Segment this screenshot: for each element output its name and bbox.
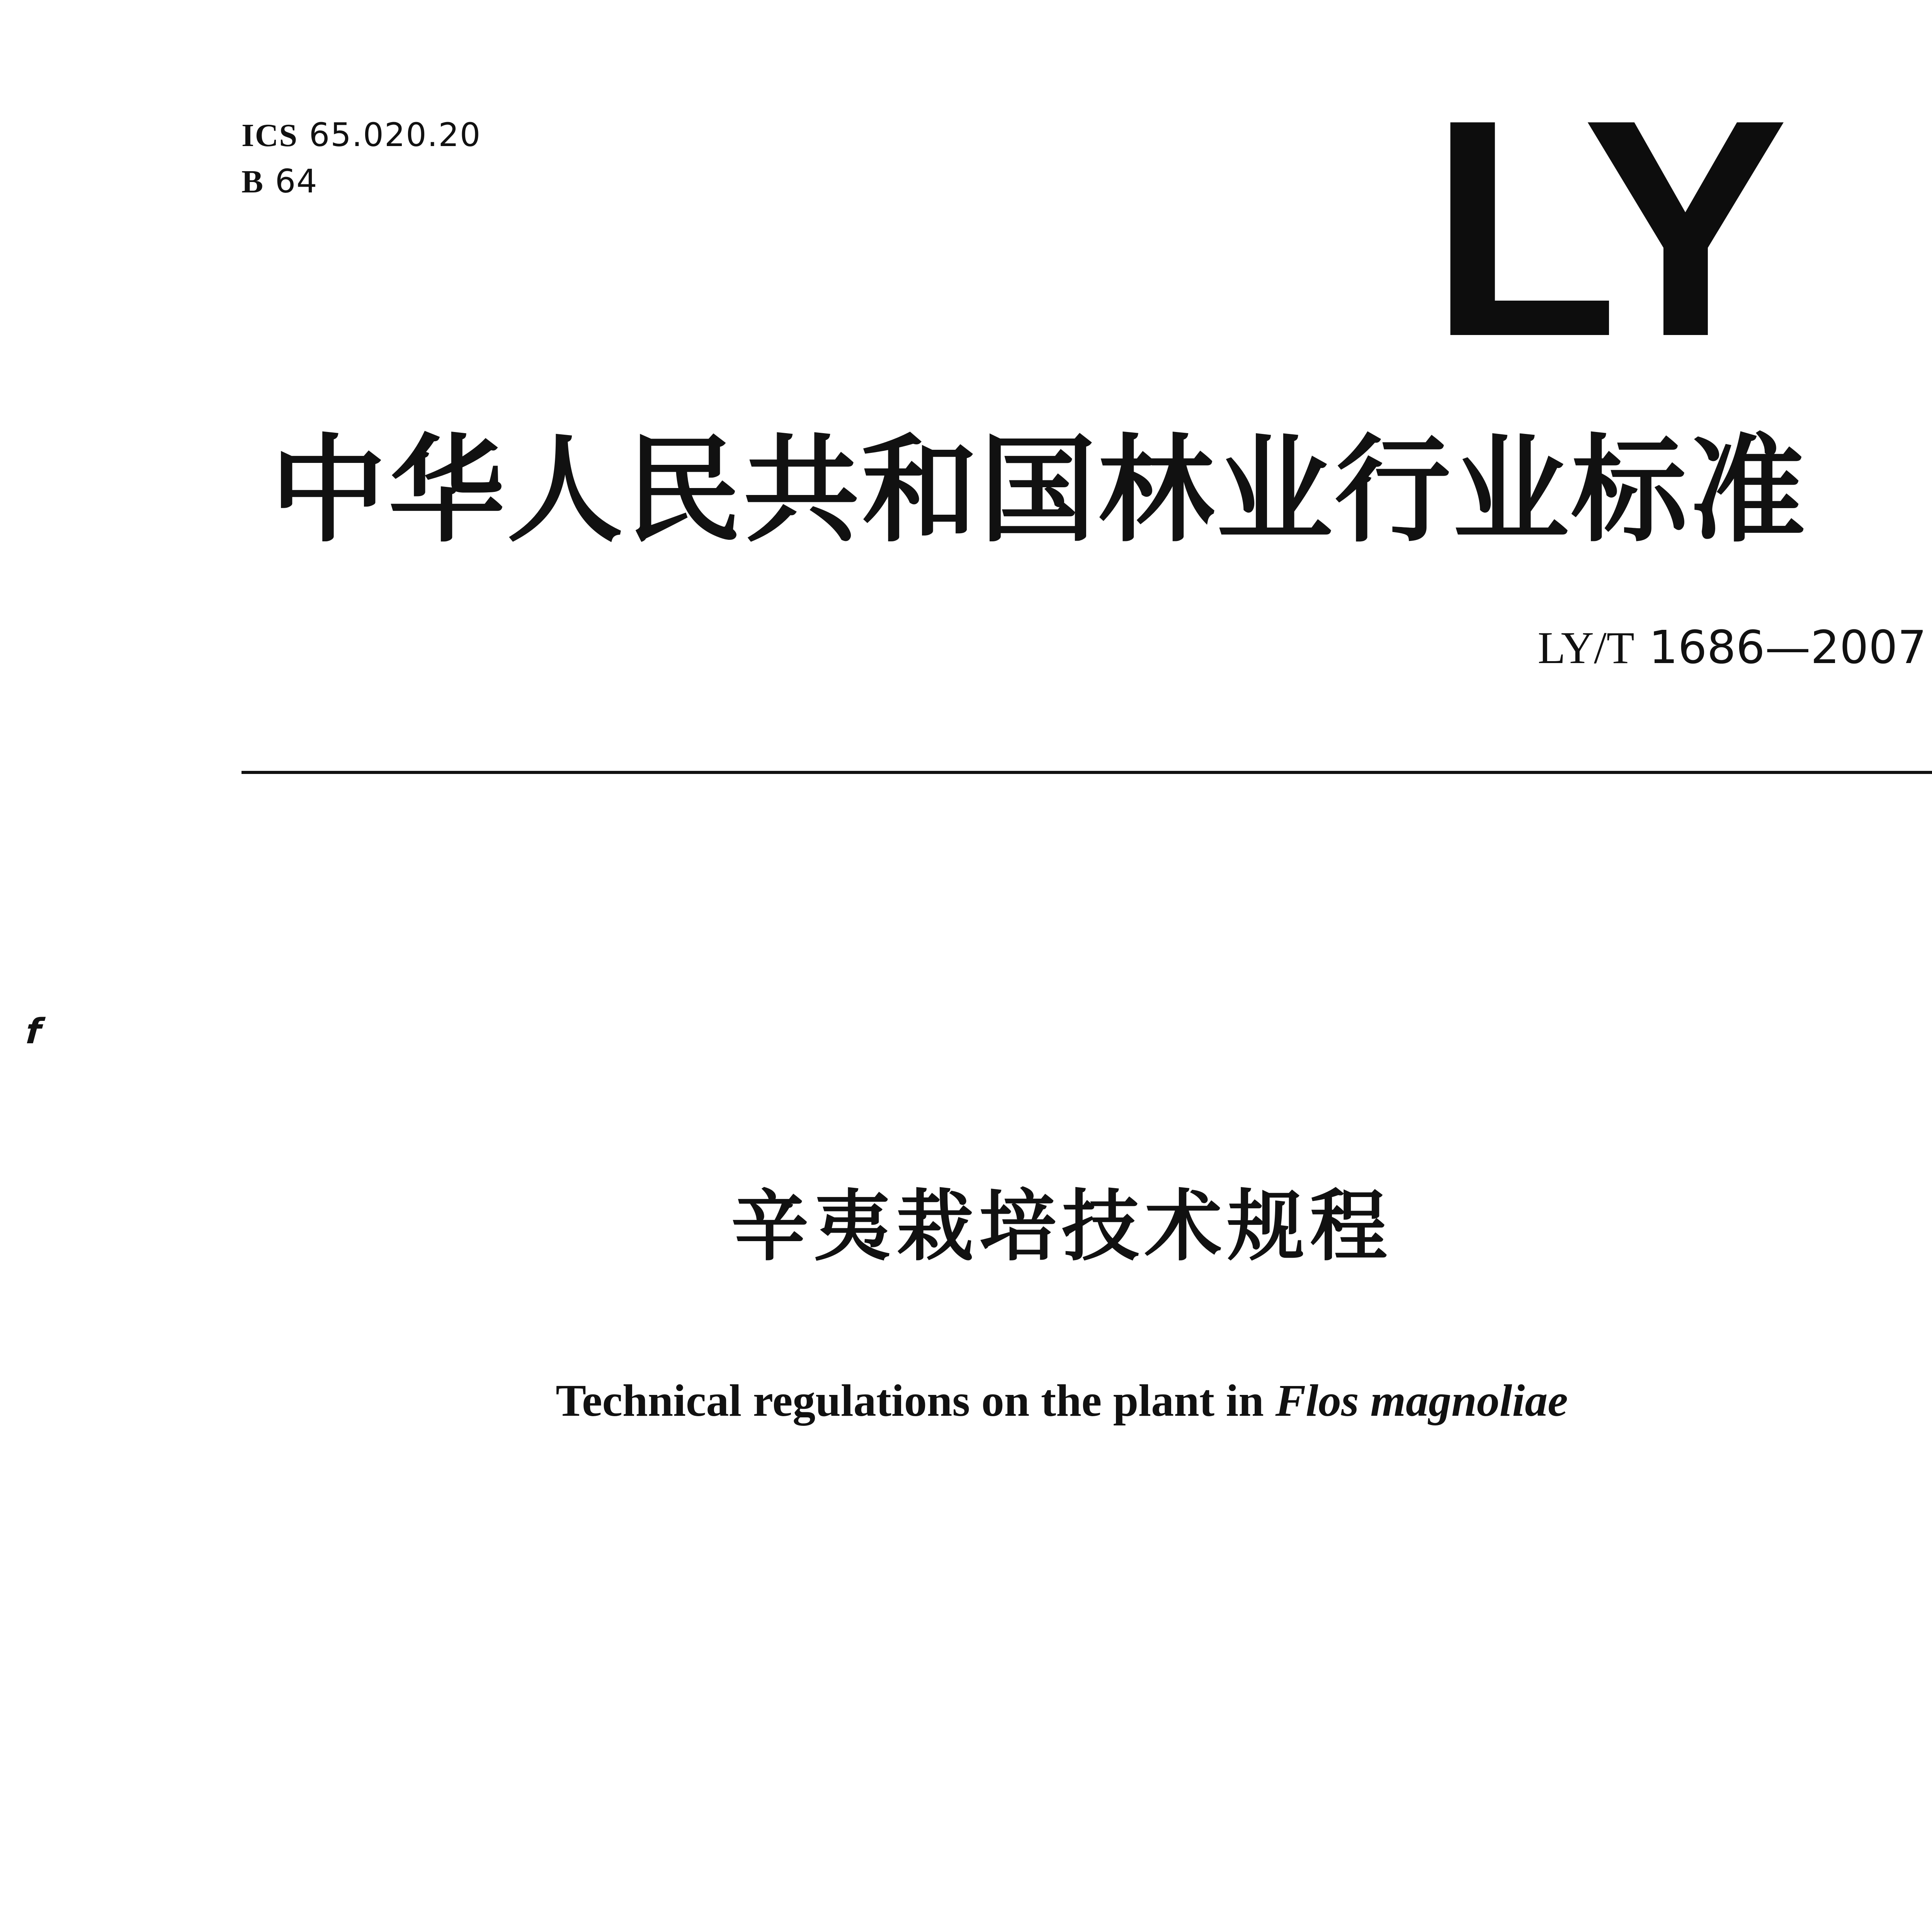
title-english xyxy=(0,1372,1932,1430)
org-title: 中华人民共和国林业行业标准 xyxy=(270,423,1808,558)
ics-prefix: ICS xyxy=(242,117,298,153)
ly-logo: LY xyxy=(1430,55,1781,401)
title-english-italic: Flos magnoliae xyxy=(1275,1375,1568,1426)
ics-code: 65.020.20 xyxy=(309,116,481,154)
standard-number xyxy=(1538,618,1927,677)
standard-num: 1686—2007 xyxy=(1649,621,1927,674)
ccs-code: 64 xyxy=(275,162,318,200)
classification-codes xyxy=(242,112,481,205)
side-mark: f xyxy=(21,1011,47,1052)
title-english-prefix: Technical regulations on the plant in xyxy=(556,1375,1264,1426)
ics-code-line xyxy=(242,112,481,158)
standard-code: LY/T xyxy=(1537,622,1634,673)
ccs-code-line xyxy=(242,158,481,205)
top-divider xyxy=(242,771,1932,774)
title-chinese: 辛夷栽培技术规程 xyxy=(731,1182,1393,1272)
ccs-prefix: B xyxy=(242,164,264,200)
